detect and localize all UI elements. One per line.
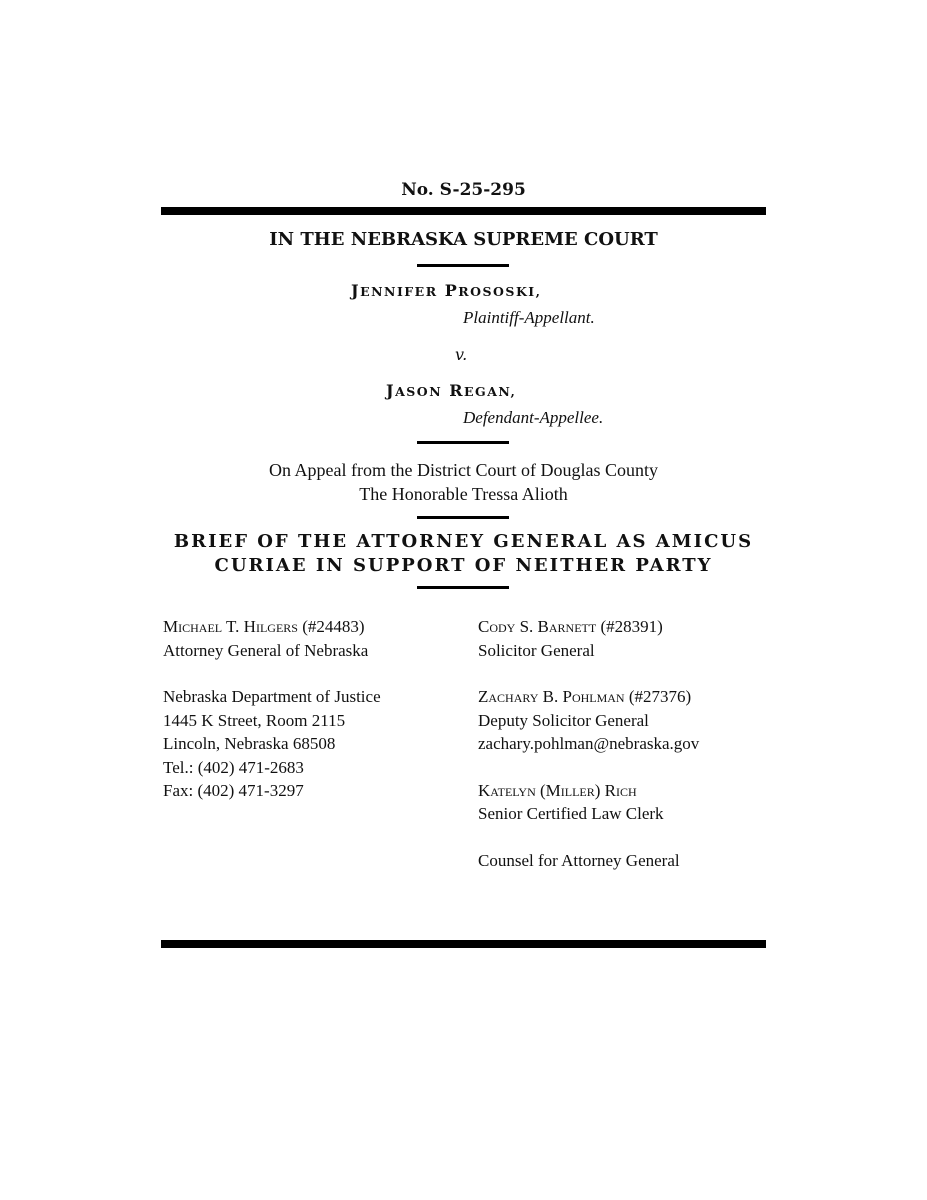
address-line: Nebraska Department of Justice [163, 687, 381, 706]
divider-rule [417, 516, 509, 519]
appeal-line-2: The Honorable Tressa Alioth [359, 484, 568, 504]
deputy-solicitor-title: Deputy Solicitor General [478, 710, 649, 730]
deputy-solicitor-email[interactable]: zachary.pohlman@nebraska.gov [478, 734, 700, 753]
appellant-role: Plaintiff-Appellant. [463, 308, 595, 327]
deputy-solicitor-name: Zachary B. Pohlman (#27376) [478, 687, 692, 706]
appellee-name: JASON REGAN, [386, 381, 517, 400]
divider-rule [417, 264, 509, 267]
brief-title-line-1: BRIEF OF THE ATTORNEY GENERAL AS AMICUS [173, 531, 754, 552]
appellant-name: JENNIFER PROSOSKI, [351, 281, 542, 300]
right-counsel-column [478, 615, 699, 872]
court-name: IN THE NEBRASKA SUPREME COURT [269, 229, 658, 250]
brief-title-line-2: CURIAE IN SUPPORT OF NEITHER PARTY [214, 555, 713, 576]
fax: Fax: (402) 471-3297 [163, 781, 304, 800]
docket-number: No. S-25-295 [401, 180, 526, 200]
divider-rule [417, 441, 509, 444]
telephone: Tel.: (402) 471-2683 [163, 757, 304, 777]
divider-rule [417, 586, 509, 589]
attorney-general-name: Michael T. Hilgers (#24483) [163, 617, 365, 636]
bottom-thick-rule [161, 940, 766, 948]
counsel-for: Counsel for Attorney General [478, 850, 680, 870]
left-counsel-column [163, 615, 381, 803]
brief-title [0, 530, 927, 578]
solicitor-general-name: Cody S. Barnett (#28391) [478, 617, 663, 636]
appellee-role: Defendant-Appellee. [463, 408, 604, 427]
top-thick-rule [161, 207, 766, 215]
law-clerk-name: Katelyn (Miller) Rich [478, 780, 637, 800]
law-clerk-title: Senior Certified Law Clerk [478, 804, 664, 823]
attorney-general-title: Attorney General of Nebraska [163, 640, 369, 660]
appeal-line-1: On Appeal from the District Court of Douglas County [269, 460, 658, 480]
address-line: Lincoln, Nebraska 68508 [163, 734, 336, 753]
versus: v. [455, 345, 468, 364]
address-line: 1445 K Street, Room 2115 [163, 710, 346, 730]
solicitor-general-title: Solicitor General [478, 640, 595, 660]
appeal-info [0, 458, 927, 506]
